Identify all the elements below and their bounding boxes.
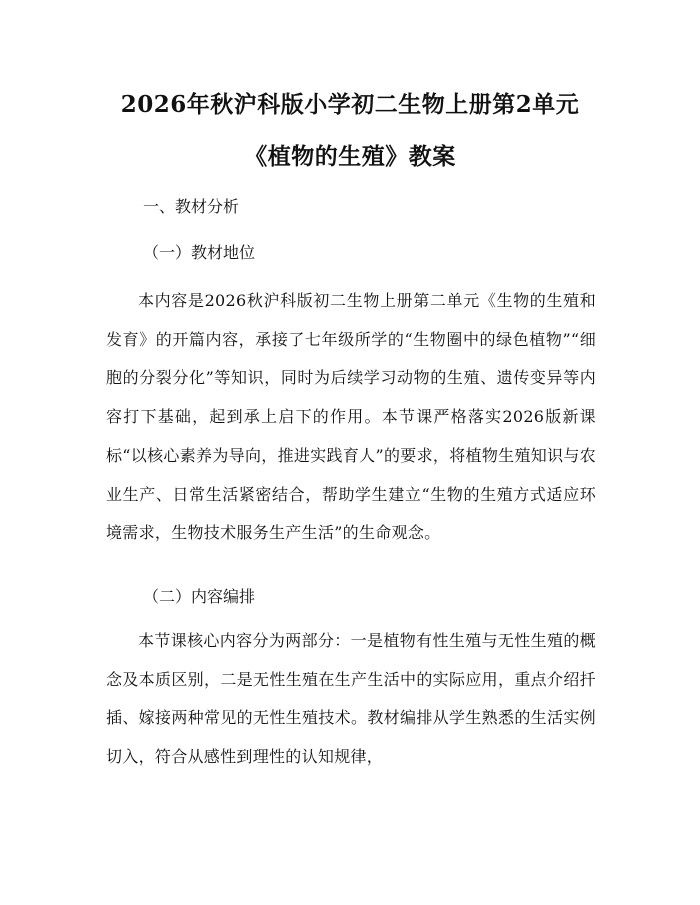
subsection-heading-status: （一）教材地位 [143,243,256,262]
paragraph-status: 本内容是2026秋沪科版初二生物上册第二单元《生物的生殖和发育》的开篇内容，承接了七年级所学的“生物圈中的绿色植物”“细胞的分裂分化”等知识，同时为后续学习动物的生殖、遗传变异等内容打下基础，起到承上启下的作用。本节课严格落实2026版新课标“以核心素养为导向，推进实践育人”的要求，将植物生殖知识与农业生产、日常生活紧密结合，帮助学生建立“生物的生殖方式适应环境需求，生物技术服务生产生活”的生命观念。 [106,291,596,543]
subsection-heading-arrangement: （二）内容编排 [143,587,256,606]
section-heading-analysis: 一、教材分析 [143,197,240,216]
paragraph-arrangement: 本节课核心内容分为两部分：一是植物有性生殖与无性生殖的概念及本质区别，二是无性生殖在生产生活中的实际应用，重点介绍扦插、嫁接两种常见的无性生殖技术。教材编排从学生熟悉的生活实例切入，符合从感性到理性的认知规律， [106,631,596,767]
document-title-line-1: 2026年秋沪科版小学初二生物上册第2单元 [120,91,580,118]
document-title-line-2: 《植物的生殖》教案 [244,143,456,170]
